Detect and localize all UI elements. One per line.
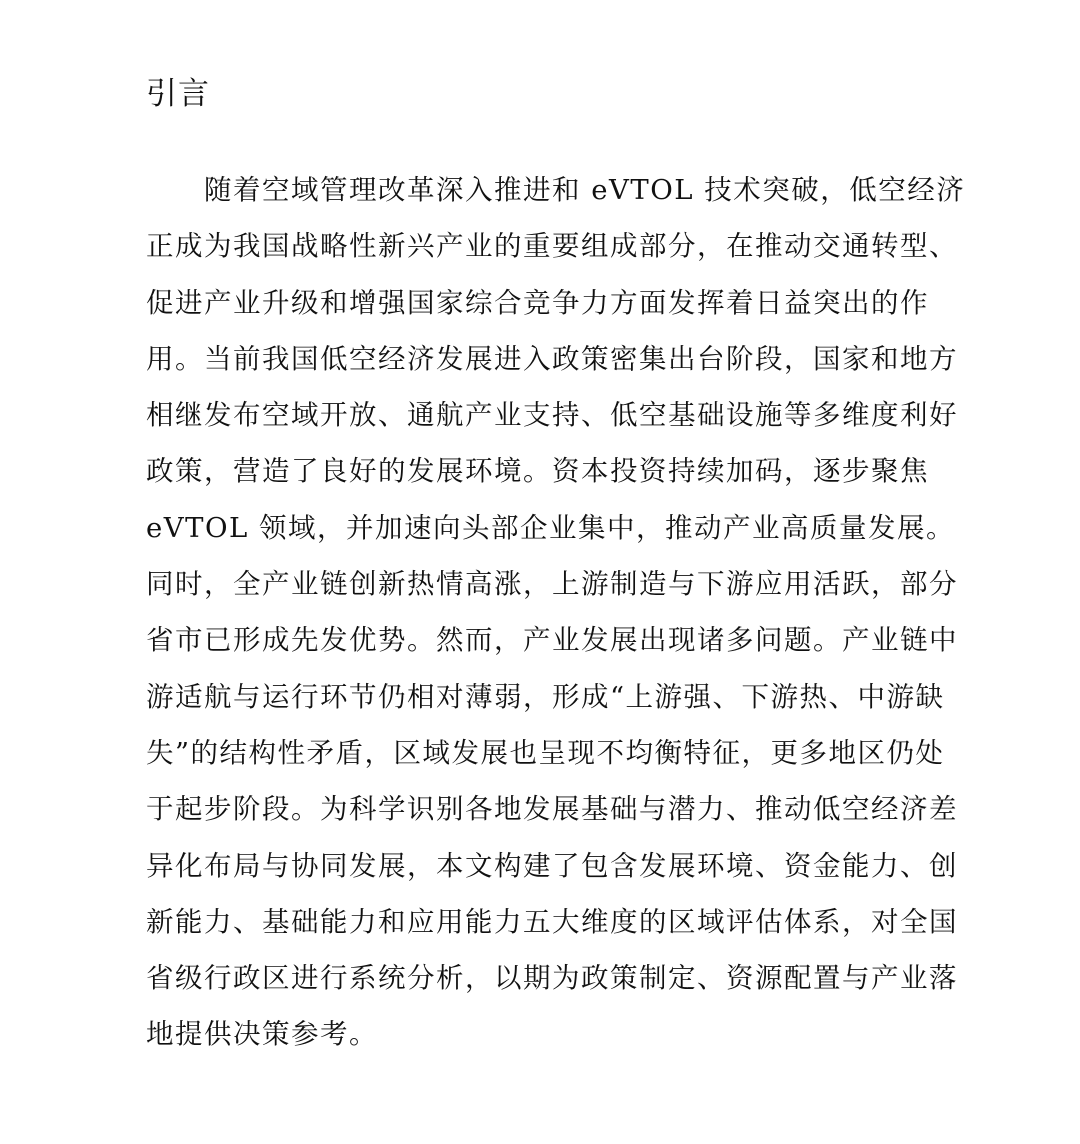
paragraph-line: 于起步阶段。为科学识别各地发展基础与潜力、推动低空经济差	[146, 793, 958, 826]
paragraph-line: 新能力、基础能力和应用能力五大维度的区域评估体系，对全国	[146, 905, 958, 938]
paragraph-line: 游适航与运行环节仍相对薄弱，形成“上游强、下游热、中游缺	[146, 680, 945, 713]
paragraph-line: 同时，全产业链创新热情高涨，上游制造与下游应用活跃，部分	[146, 568, 958, 601]
paragraph-line: 失”的结构性矛盾，区域发展也呈现不均衡特征，更多地区仍处	[146, 736, 945, 769]
section-heading: 引言	[146, 76, 210, 112]
paragraph-line: 相继发布空域开放、通航产业支持、低空基础设施等多维度利好	[146, 399, 958, 432]
paragraph-line: 正成为我国战略性新兴产业的重要组成部分，在推动交通转型、	[146, 230, 958, 263]
paragraph-line: 省级行政区进行系统分析，以期为政策制定、资源配置与产业落	[146, 962, 958, 995]
paragraph-line: 政策，营造了良好的发展环境。资本投资持续加码，逐步聚焦	[146, 455, 929, 488]
paragraph-line: 省市已形成先发优势。然而，产业发展出现诸多问题。产业链中	[146, 624, 958, 657]
paragraph-line: 促进产业升级和增强国家综合竞争力方面发挥着日益突出的作	[146, 286, 929, 319]
paragraph-line: eVTOL 领域，并加速向头部企业集中，推动产业高质量发展。	[146, 511, 956, 544]
paragraph-line: 异化布局与协同发展，本文构建了包含发展环境、资金能力、创	[146, 849, 958, 882]
body-paragraph	[146, 167, 966, 1068]
paragraph-line: 随着空域管理改革深入推进和 eVTOL 技术突破，低空经济	[204, 174, 966, 206]
paragraph-line: 用。当前我国低空经济发展进入政策密集出台阶段，国家和地方	[146, 342, 958, 375]
paragraph-line: 地提供决策参考。	[146, 1018, 378, 1051]
